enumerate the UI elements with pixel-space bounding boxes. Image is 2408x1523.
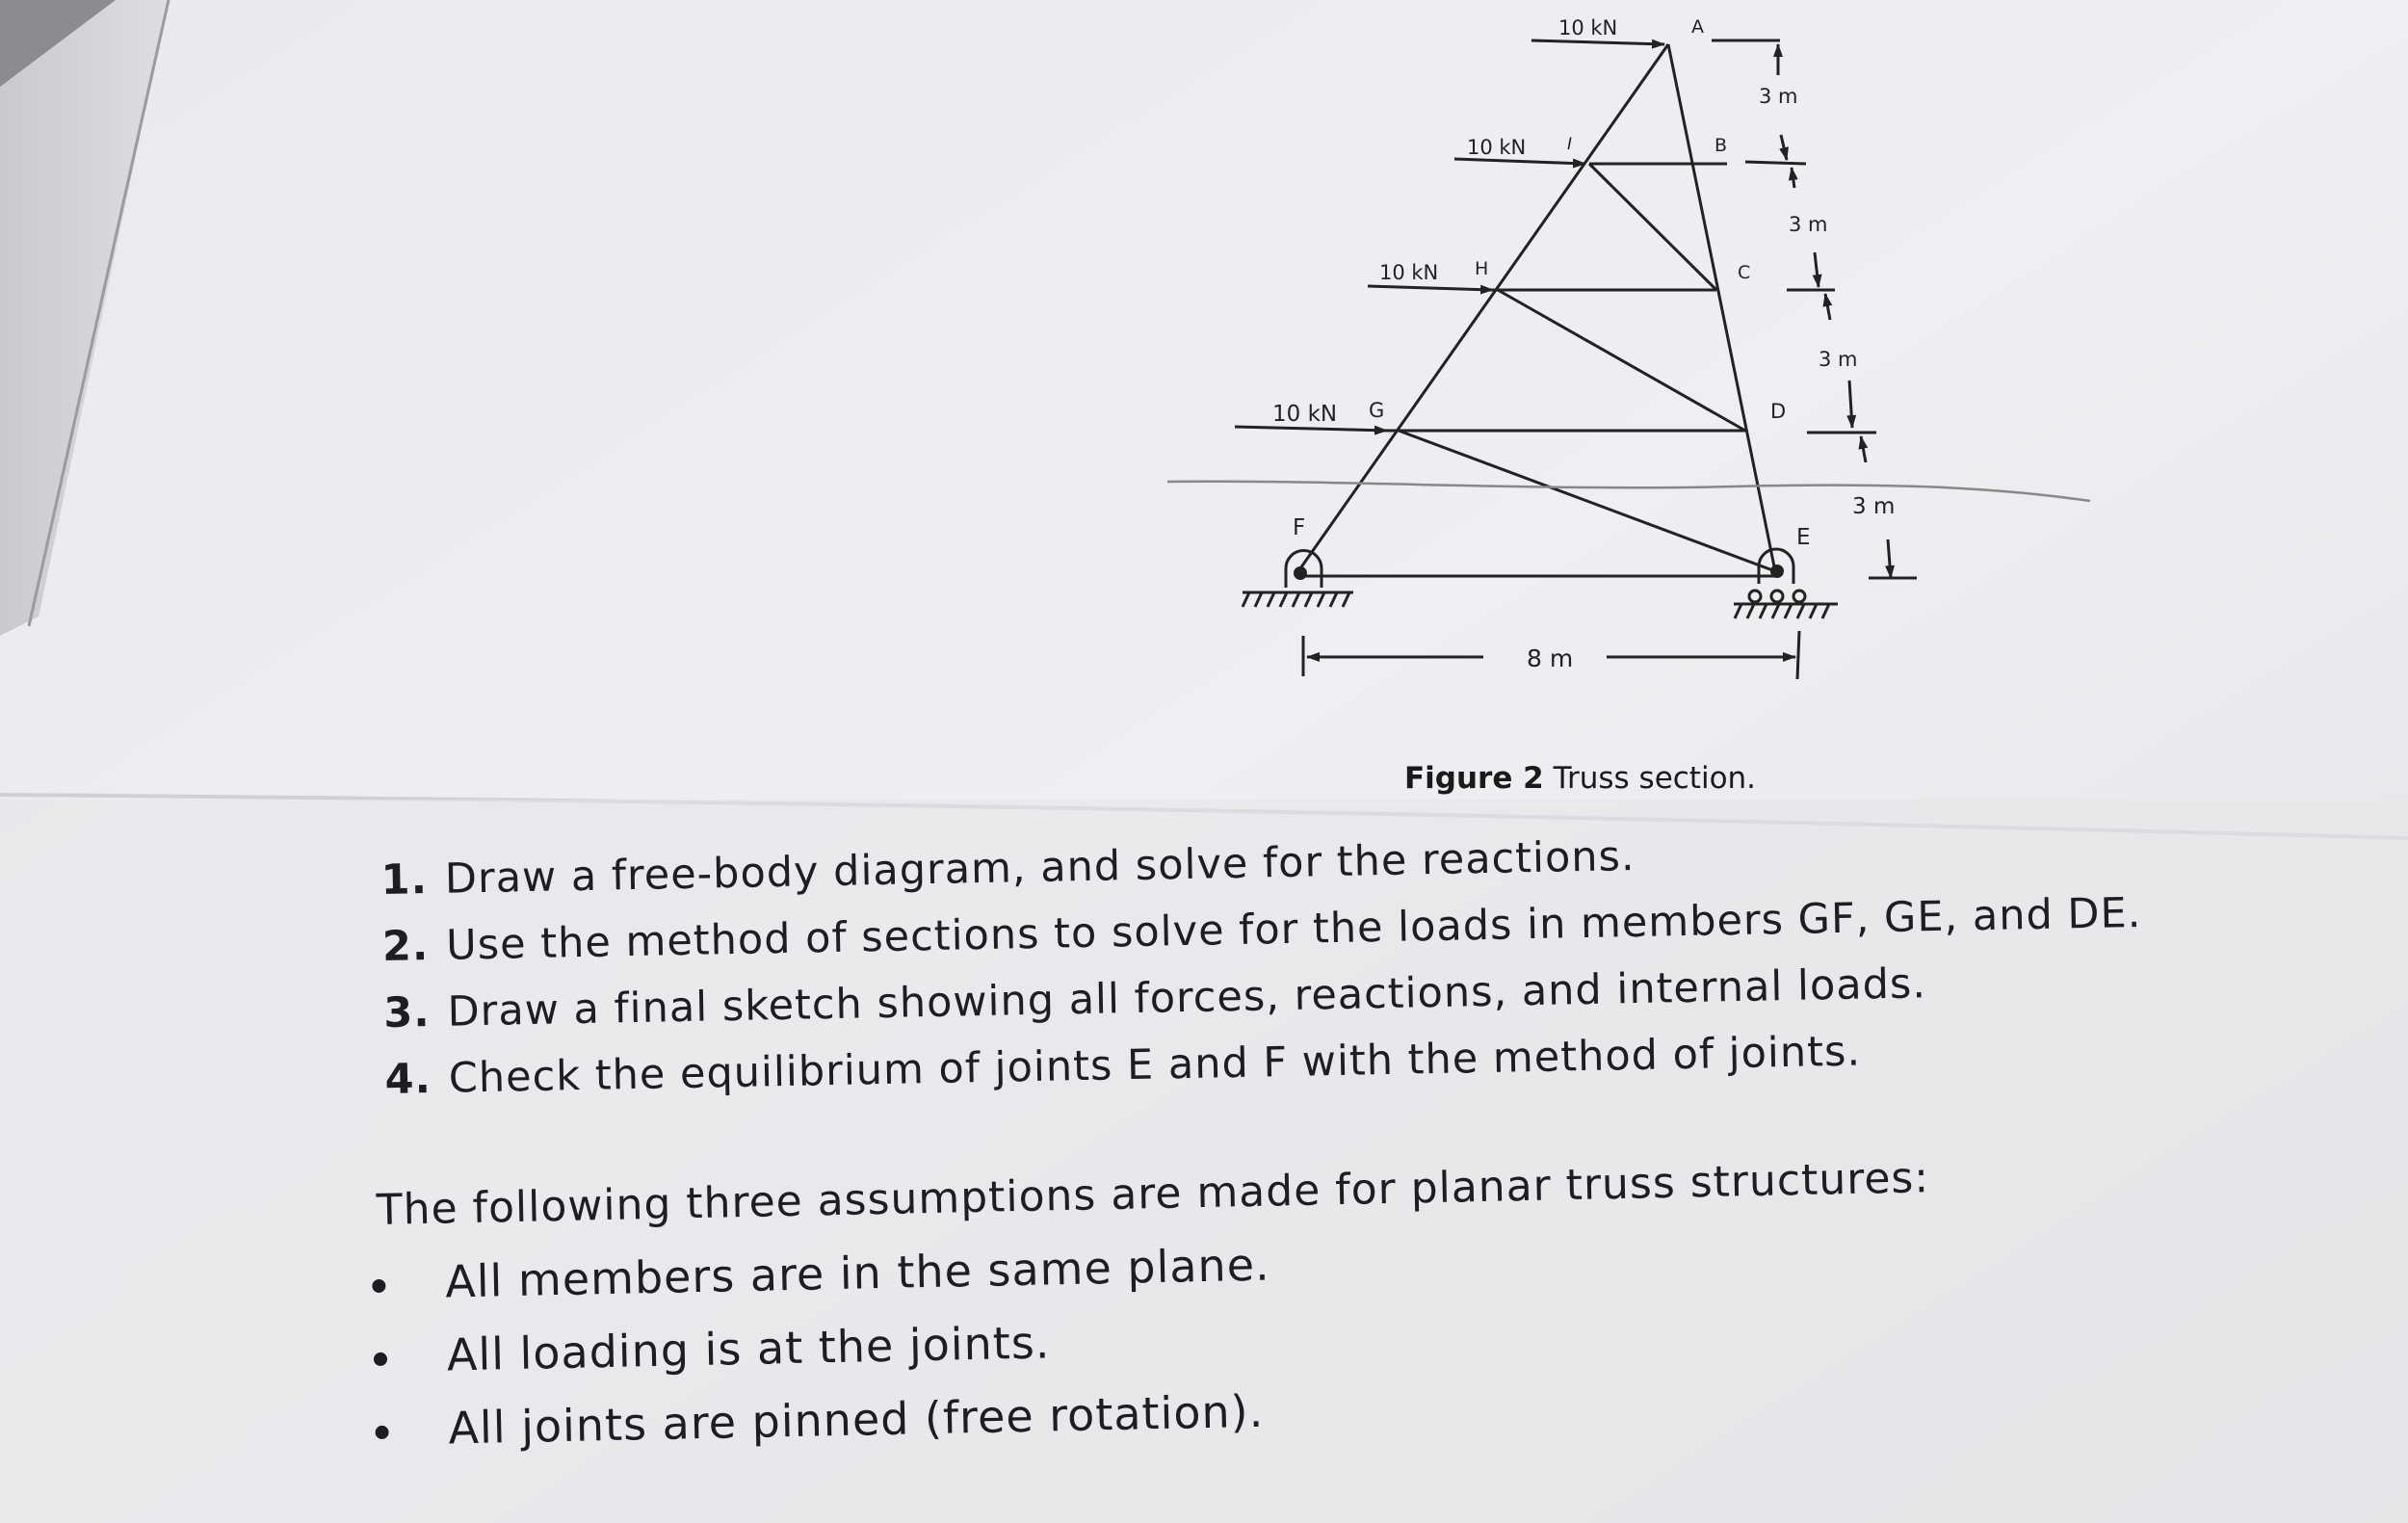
joint-label-A: A — [1691, 16, 1704, 38]
dim-label-v4: 3 m — [1852, 494, 1896, 519]
joint-label-D: D — [1770, 400, 1787, 423]
roller-support-E — [1734, 549, 1838, 618]
load-label-H: 10 kN — [1379, 261, 1439, 284]
bullet-icon — [375, 1426, 388, 1439]
caption-text: Truss section. — [1553, 761, 1757, 796]
member-GE — [1399, 431, 1775, 571]
caption-label: Figure 2 — [1404, 761, 1544, 796]
question-number: 4. — [384, 1055, 432, 1104]
load-label-I: 10 kN — [1467, 136, 1527, 159]
load-label-G: 10 kN — [1272, 402, 1338, 427]
question-text: Draw a free-body diagram, and solve for the reactions. — [444, 832, 1636, 904]
load-arrow-I — [1454, 159, 1585, 164]
question-number: 2. — [381, 922, 430, 971]
assumption-text: All loading is at the joints. — [446, 1316, 1051, 1381]
assumptions-section — [376, 1139, 2115, 1466]
load-arrow-G — [1235, 427, 1387, 431]
member-AE — [1668, 44, 1775, 571]
bullet-icon — [374, 1352, 387, 1366]
joint-label-E: E — [1796, 525, 1811, 550]
member-FA — [1298, 44, 1668, 571]
question-number: 1. — [380, 855, 429, 905]
question-list — [380, 813, 2215, 1114]
joint-label-G: G — [1369, 399, 1385, 422]
member-HD — [1498, 290, 1745, 431]
joint-label-H: H — [1475, 258, 1489, 279]
assumption-text: All members are in the same plane. — [444, 1238, 1271, 1308]
assumptions-intro: The following three assumptions are made for planar truss structures: — [376, 1153, 1930, 1235]
joint-label-F: F — [1293, 515, 1306, 540]
load-label-A: 10 kN — [1558, 16, 1618, 39]
figure-caption — [1404, 761, 1756, 796]
assumption-text: All joints are pinned (free rotation). — [447, 1384, 1265, 1455]
dim-label-v2: 3 m — [1789, 213, 1828, 236]
question-text: Use the method of sections to solve for the loads in members GF, GE, and DE. — [445, 888, 2142, 970]
question-text: Check the equilibrium of joints E and F with the method of joints. — [448, 1027, 1862, 1103]
load-arrow-A — [1531, 40, 1664, 44]
joint-label-B: B — [1714, 135, 1728, 156]
question-number: 3. — [382, 988, 432, 1037]
bullet-icon — [372, 1279, 385, 1293]
dim-label-base: 8 m — [1527, 644, 1574, 672]
joint-label-I: I — [1567, 135, 1573, 154]
question-text: Draw a final sketch showing all forces, reactions, and internal loads. — [447, 959, 1927, 1037]
joint-label-C: C — [1738, 262, 1751, 283]
load-arrow-H — [1368, 286, 1493, 290]
dim-label-v1: 3 m — [1759, 85, 1798, 108]
dim-label-v3: 3 m — [1819, 348, 1858, 371]
